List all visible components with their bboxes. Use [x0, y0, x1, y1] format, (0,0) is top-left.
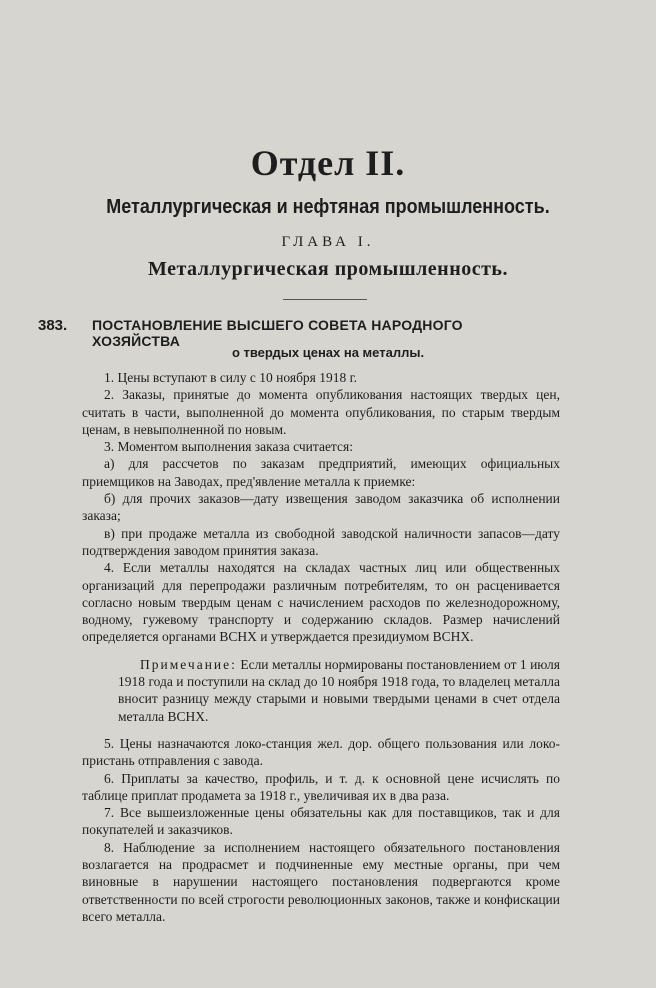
chapter-label: ГЛАВА I.: [281, 234, 375, 250]
section-subtitle: Металлургическая и нефтяная промышленность.: [106, 196, 550, 218]
note-label: Примечание:: [140, 656, 237, 672]
paragraph-8: 8. Наблюдение за исполнением настоящего обязательного постановления возлагается на продрасмет и подчиненные ему местные органы, при чем виновные в нарушении настоящего постановления подвергаются кроме ответственности по всей строгости революционных законов, также и конфискации всего металла.: [82, 839, 560, 924]
paragraph-3: 3. Моментом выполнения заказа считается:: [104, 439, 353, 455]
document-subtitle: о твердых ценах на металлы.: [231, 345, 425, 360]
document-title: ПОСТАНОВЛЕНИЕ ВЫСШЕГО СОВЕТА НАРОДНОГО ХОЗЯЙСТВА: [92, 317, 463, 349]
paragraph-1: 1. Цены вступают в силу с 10 ноября 1918 г.: [104, 370, 358, 385]
note: [82, 656, 560, 725]
paragraph-5: 5. Цены назначаются локо-станция жел. дор. общего пользования или локо-пристань отправления с завода.: [82, 735, 560, 769]
paragraph-3b: б) для прочих заказов—дату извещения заводом заказчика об исполнении заказа;: [82, 491, 560, 524]
document-number: 383.: [38, 317, 68, 334]
chapter-title: Металлургическая промышленность.: [147, 258, 509, 280]
paragraph-4: 4. Если металлы находятся на складах частных лиц или общественных организаций для перепродажи различным потребителям, то он расценивается согласно новым твердым ценам с начислением расходов по железнодорожному, водному, гужевому транспорту и содержанию складов. Размер начислений определяется органами ВСНХ и утверждается президиумом ВСНХ.: [82, 560, 560, 645]
paragraph-7: 7. Все вышеизложенные цены обязательны как для поставщиков, так и для покупателей и заказчиков.: [82, 805, 560, 838]
paragraph-6: 6. Приплаты за качество, профиль, и т. д. к основной цене исчислять по таблице приплат продамета за 1918 г., увеличивая их в два раза.: [82, 770, 560, 803]
paragraph-3c: в) при продаже металла из свободной заводской наличности запасов—дату подтверждения заводом принятия заказа.: [82, 525, 560, 558]
note-text: Если металлы нормированы постановлением от 1 июля 1918 года и поступили на склад до 10 ноября 1918 года, то владелец металла вносит разницу между старыми и новыми твердыми ценами в счет отдела металла ВСНХ.: [118, 656, 560, 724]
section-title: Отдел II.: [250, 143, 406, 183]
paragraph-2: 2. Заказы, принятые до момента опубликования настоящих твердых цен, считать в части, выполненной до момента опубликования, по старым твердым ценам, в невыполненной по новым.: [82, 387, 560, 437]
document-body: [82, 369, 560, 925]
paragraph-3a: а) для рассчетов по заказам предприятий, имеющих официальных приемщиков на Заводах, пред'явление металла к приемке:: [82, 456, 560, 489]
divider-rule: [283, 299, 367, 300]
